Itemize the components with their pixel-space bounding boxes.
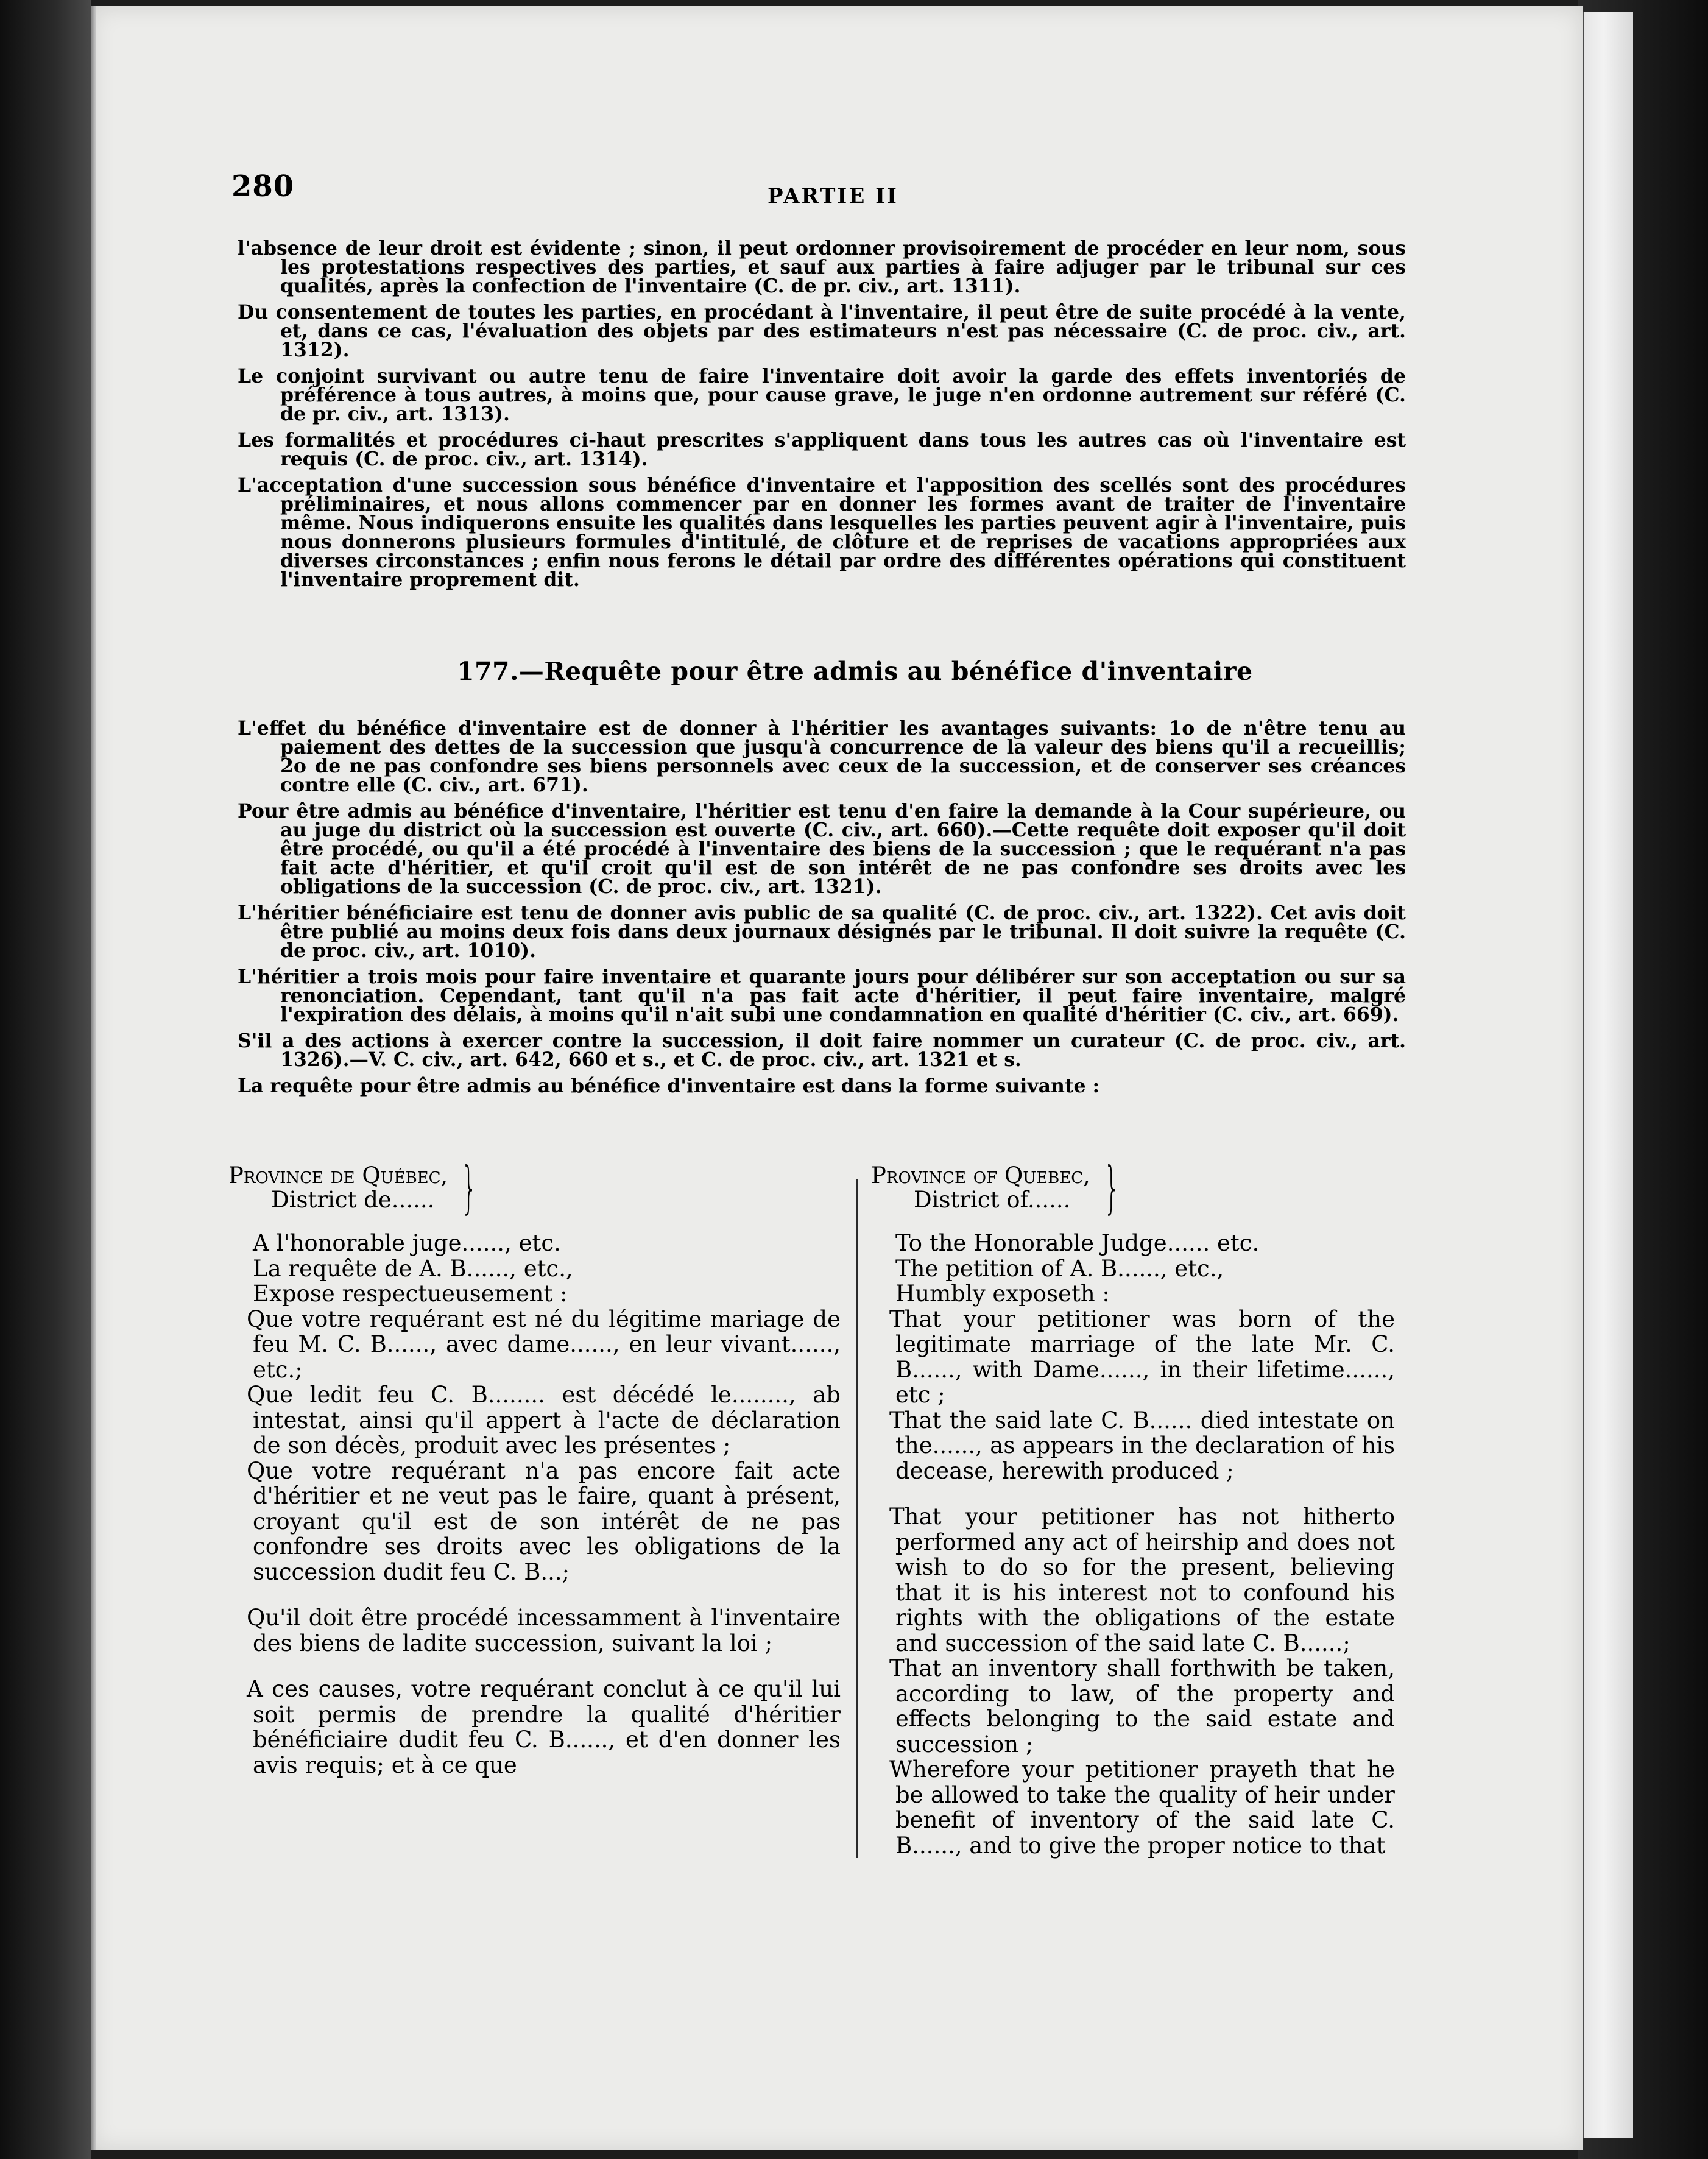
- intro-text-block: [238, 239, 1406, 596]
- intro-paragraph: l'absence de leur droit est évidente ; sinon, il peut ordonner provisoirement de procéder en leur nom, sous les protestations respectives des parties, et sauf aux parties à faire adjuger par le tribunal sur ces qualités, après la confection de l'inventaire (C. de pr. civ., art. 1311).: [238, 237, 1406, 297]
- facing-page-edge: [1583, 12, 1633, 2138]
- clause-en: That the said late C. B...... died intestate on the......, as appears in the declaration of his decease, herewith produced ;: [889, 1407, 1395, 1484]
- clause-en: That your petitioner has not hitherto performed any act of heirship and does not wish to do so for the present, believing that it is his interest not to confound his rights with the obligations of the estate and succession of the said late C. B......;: [889, 1504, 1395, 1656]
- section-paragraph: Pour être admis au bénéfice d'inventaire, l'héritier est tenu d'en faire la demande à la Cour supérieure, ou au juge du district où la succession est ouverte (C. civ., art. 660).—Cette requête doit exposer qu'il doit être procédé, ou qu'il a été procédé à l'inventaire des biens de la succession ; que le requérant n'a pas fait acte d'héritier, et qu'il croit qu'il est de son intérêt de ne pas confondre ses droits avec les obligations de la succession (C. de proc. civ., art. 1321).: [238, 800, 1406, 898]
- clause-en: That your petitioner was born of the legitimate marriage of the late Mr. C. B......, with Dame......, in their lifetime......, etc ;: [889, 1306, 1395, 1408]
- province-heading-fr: [228, 1155, 841, 1220]
- address-line-fr: La requête de A. B......, etc.,: [253, 1255, 573, 1282]
- clause-fr: Que votre requérant n'a pas encore fait acte d'héritier et ne veut pas le faire, quant à présent, croyant qu'il est de son intérêt de ne pas confondre ses droits avec les obligations de la succession dudit feu C. B...;: [247, 1457, 841, 1585]
- clause-fr: Qu'il doit être procédé incessamment à l'inventaire des biens de ladite succession, suivant la loi ;: [247, 1605, 841, 1656]
- french-form-column: [228, 1155, 841, 1778]
- section-text-block: [238, 719, 1406, 1103]
- brace-icon: }: [461, 1155, 478, 1220]
- district-line-fr: District de......: [271, 1187, 435, 1213]
- column-divider: [856, 1179, 858, 1858]
- province-name-en: Province of Quebec,: [871, 1162, 1090, 1189]
- section-paragraph: S'il a des actions à exercer contre la succession, il doit faire nommer un curateur (C. de proc. civ., art. 1326).—V. C. civ., art. 642, 660 et s., et C. de proc. civ., art. 1321 et s.: [238, 1030, 1406, 1071]
- province-name-fr: Province de Québec,: [228, 1162, 448, 1189]
- english-form-column: [871, 1155, 1395, 1859]
- clause-fr: A ces causes, votre requérant conclut à ce qu'il lui soit permis de prendre la qualité d'héritier bénéficiaire dudit feu C. B......, et d'en donner les avis requis; et à ce que: [247, 1676, 841, 1778]
- clause-fr: Que ledit feu C. B........ est décédé le........, ab intestat, ainsi qu'il appert à l'acte de déclaration de son décès, produit avec les présentes ;: [247, 1382, 841, 1458]
- address-line-en: The petition of A. B......, etc.,: [895, 1255, 1224, 1282]
- section-heading: 177.—Requête pour être admis au bénéfice d'inventaire: [457, 657, 1253, 686]
- clause-fr: Que votre requérant est né du légitime mariage de feu M. C. B......, avec dame......, en leur vivant......, etc.;: [247, 1306, 841, 1383]
- brace-icon: }: [1103, 1155, 1120, 1220]
- page-gutter-shadow: [91, 6, 96, 2150]
- address-line-fr: A l'honorable juge......, etc.: [253, 1230, 561, 1256]
- scan-background-left: [0, 0, 91, 2159]
- intro-paragraph: Le conjoint survivant ou autre tenu de faire l'inventaire doit avoir la garde des effets inventoriés de préférence à tous autres, à moins que, pour cause grave, le juge n'en ordonne autrement sur référé (C. de pr. civ., art. 1313).: [238, 365, 1406, 425]
- section-paragraph: L'héritier a trois mois pour faire inventaire et quarante jours pour délibérer sur son acceptation ou sur sa renonciation. Cependant, tant qu'il n'a pas fait acte d'héritier, il peut faire inventaire, malgré l'expiration des délais, à moins qu'il n'ait subi une condamnation en qualité d'héritier (C. civ., art. 669).: [238, 966, 1406, 1026]
- section-paragraph: La requête pour être admis au bénéfice d'inventaire est dans la forme suivante :: [238, 1075, 1100, 1097]
- section-paragraph: L'effet du bénéfice d'inventaire est de donner à l'héritier les avantages suivants: 1o de n'être tenu au paiement des dettes de la succession que jusqu'à concurrence de la valeur des biens qu'il a recueillis; 2o de ne pas confondre ses biens personnels avec ceux de la succession, et de conserver ses créances contre elle (C. civ., art. 671).: [238, 717, 1406, 796]
- intro-paragraph: L'acceptation d'une succession sous bénéfice d'inventaire et l'apposition des scellés sont des procédures préliminaires, et nous allons commencer par en donner les formes avant de traiter de l'inventaire même. Nous indiquerons ensuite les qualités dans lesquelles les parties peuvent agir à l'inventaire, puis nous donnerons plusieurs formules d'intitulé, de clôture et de reprises de vacations appropriées aux diverses circonstances ; enfin nous ferons le détail par ordre des différentes opérations qui constituent l'inventaire proprement dit.: [238, 474, 1406, 591]
- running-title: PARTIE II: [768, 184, 898, 208]
- clause-en: Wherefore your petitioner prayeth that he be allowed to take the quality of heir under benefit of inventory of the said late C. B......, and to give the proper notice to that: [889, 1756, 1395, 1859]
- address-line-en: To the Honorable Judge...... etc.: [895, 1230, 1260, 1256]
- province-heading-en: [871, 1155, 1395, 1220]
- intro-paragraph: Du consentement de toutes les parties, en procédant à l'inventaire, il peut être de suite procédé à la vente, et, dans ce cas, l'évaluation des objets par des estimateurs n'est pas nécessaire (C. de proc. civ., art. 1312).: [238, 301, 1406, 361]
- address-line-fr: Expose respectueusement :: [253, 1281, 568, 1307]
- section-paragraph: L'héritier bénéficiaire est tenu de donner avis public de sa qualité (C. de proc. civ., art. 1322). Cet avis doit être publié au moins deux fois dans deux journaux désignés par le tribunal. Il doit suivre la requête (C. de proc. civ., art. 1010).: [238, 902, 1406, 962]
- clause-en: That an inventory shall forthwith be taken, according to law, of the property and effects belonging to the said estate and succession ;: [889, 1655, 1395, 1758]
- page-number: 280: [231, 169, 295, 203]
- district-line-en: District of......: [914, 1187, 1071, 1213]
- intro-paragraph: Les formalités et procédures ci-haut prescrites s'appliquent dans tous les autres cas où l'inventaire est requis (C. de proc. civ., art. 1314).: [238, 429, 1406, 470]
- address-line-en: Humbly exposeth :: [895, 1281, 1110, 1307]
